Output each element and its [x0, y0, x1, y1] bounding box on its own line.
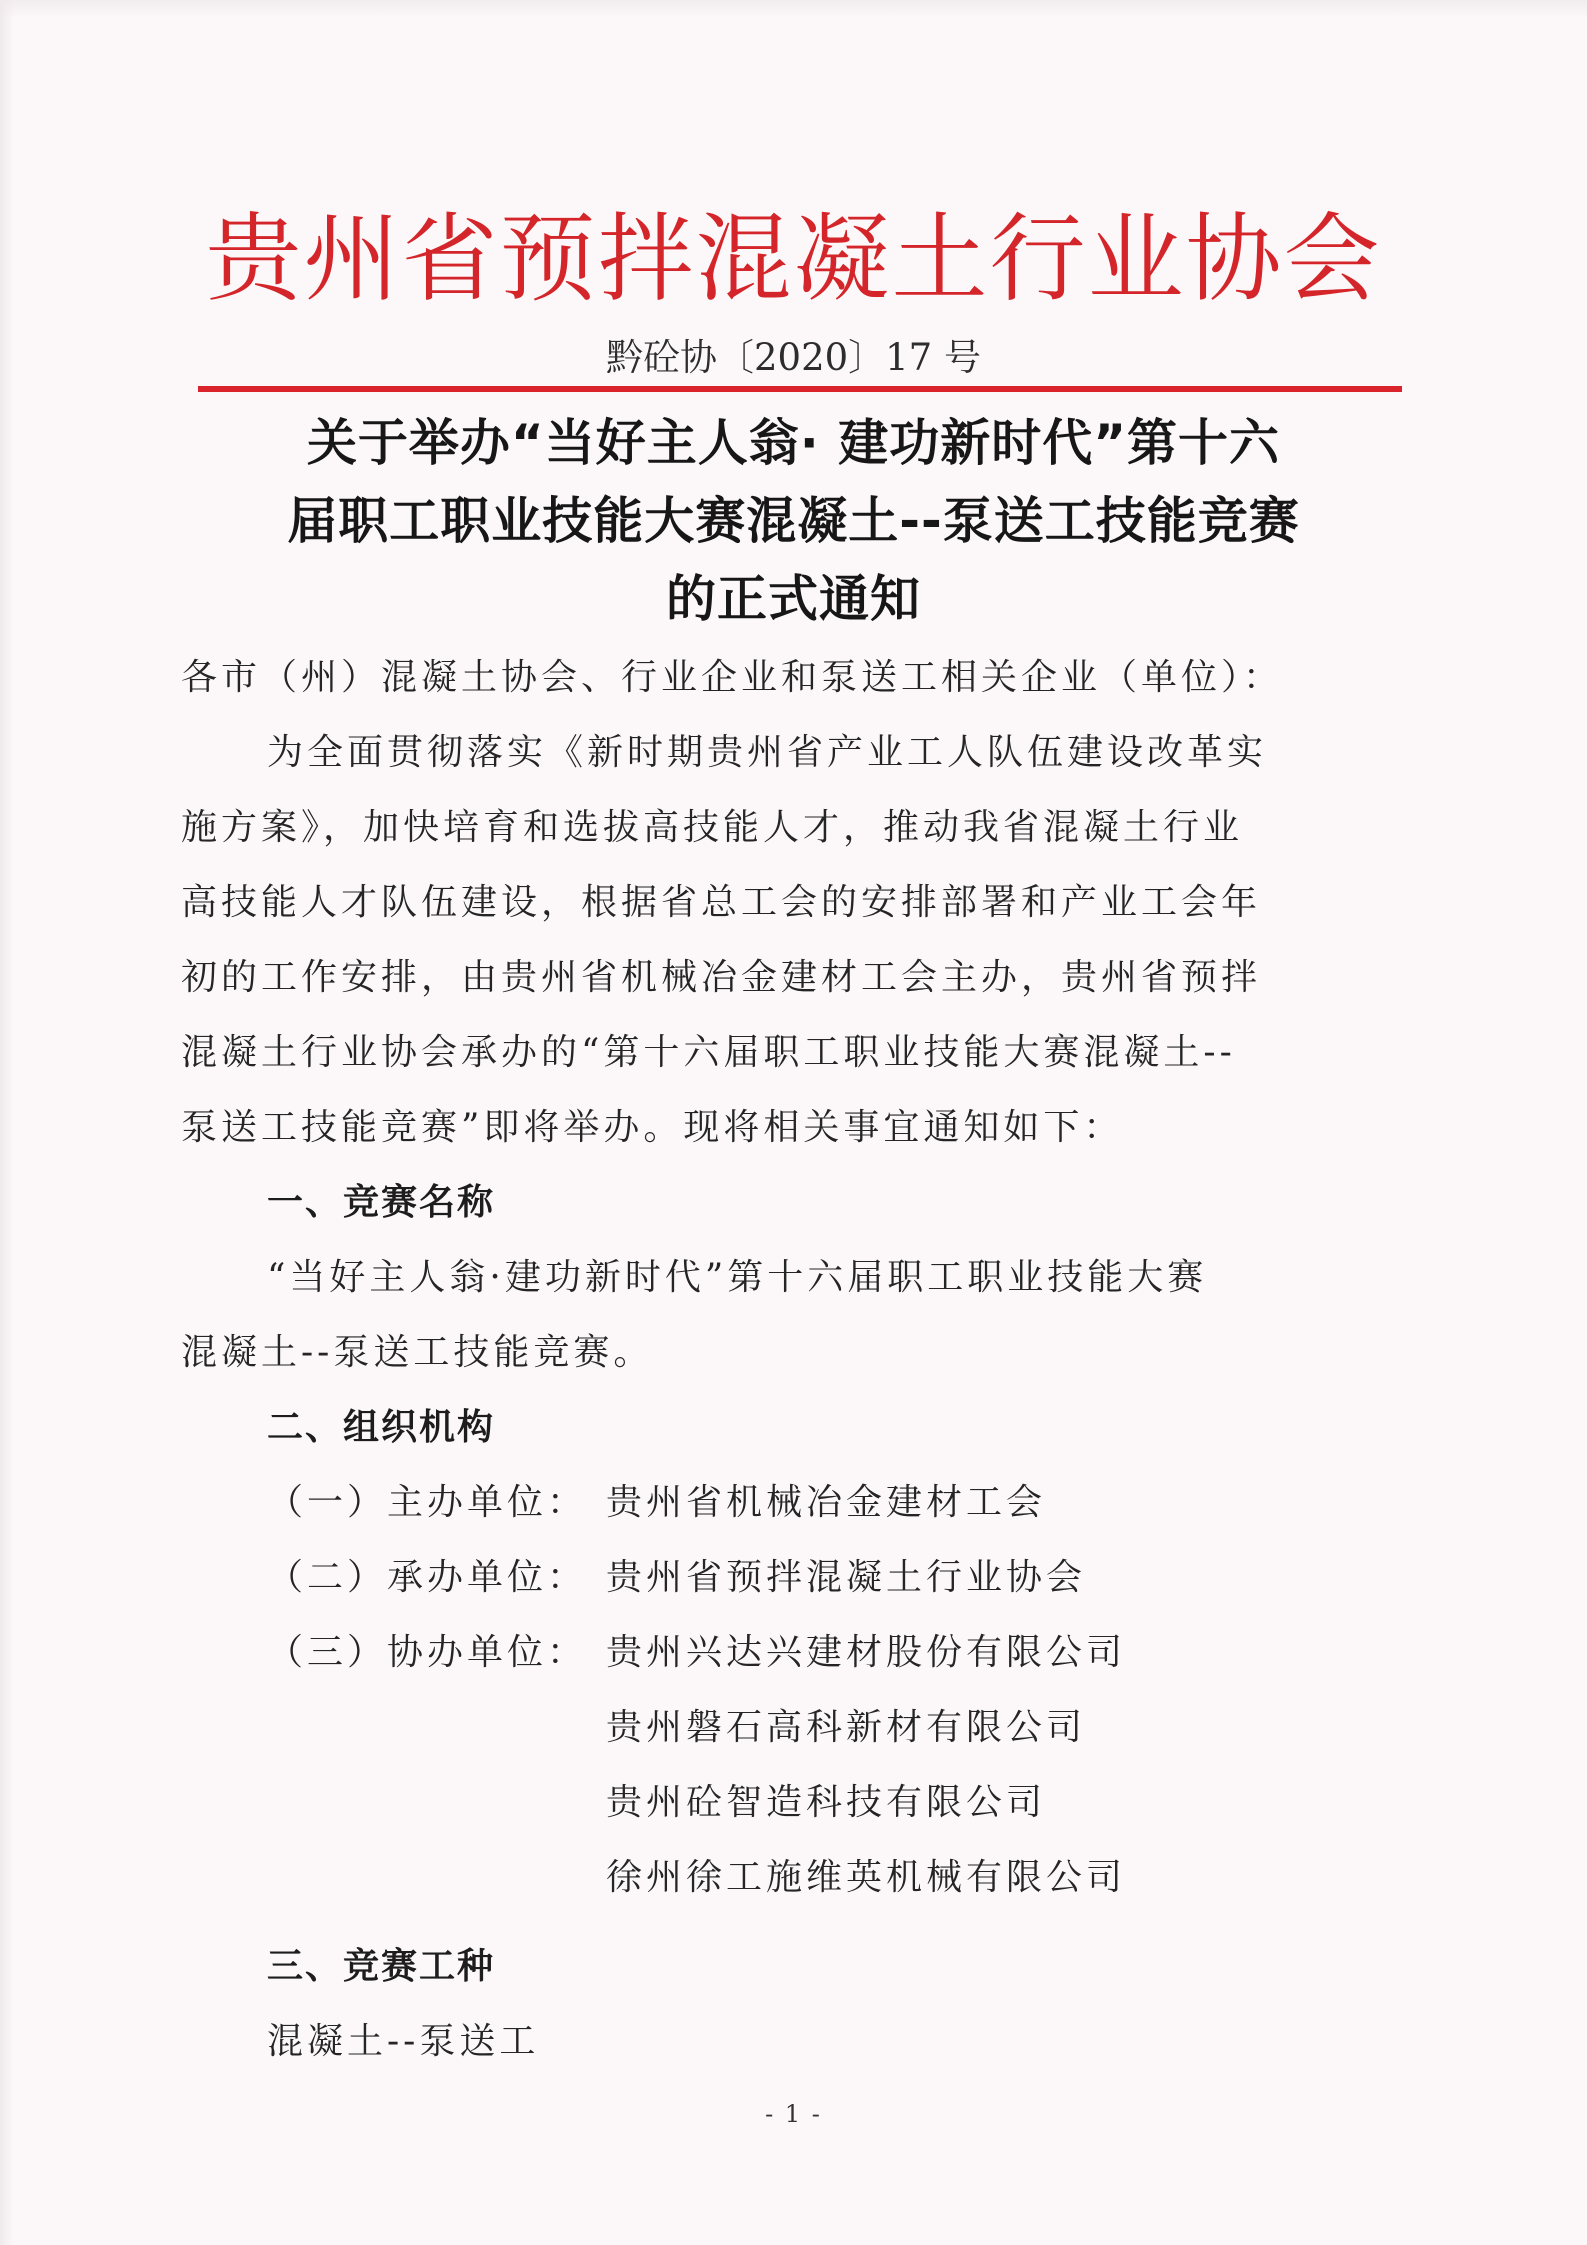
- intro-line: 泵送工技能竞赛”即将举办。现将相关事宜通知如下：: [181, 1107, 1124, 1148]
- intro-line: 高技能人才队伍建设，根据省总工会的安排部署和产业工会年: [181, 882, 1262, 923]
- salutation: 各市（州）混凝土协会、行业企业和泵送工相关企业（单位）：: [181, 657, 1284, 698]
- competition-name-line: “当好主人翁·建功新时代”第十六届职工职业技能大赛: [267, 1257, 1208, 1298]
- section-heading-organization: 二、组织机构: [267, 1407, 496, 1448]
- organizer-value: 贵州省预拌混凝土行业协会: [606, 1557, 1087, 1598]
- document-number: 黔砼协〔2020〕17 号: [605, 336, 981, 379]
- intro-line: 施方案》，加快培育和选拔高技能人才，推动我省混凝土行业: [181, 807, 1244, 848]
- organizer-row: [181, 1540, 1421, 1615]
- section-heading-competition-name: 一、竞赛名称: [267, 1182, 496, 1223]
- title-line: 的正式通知: [666, 570, 921, 628]
- co-organizer-label: （三）协办单位：: [267, 1632, 588, 1673]
- co-organizer-value: 徐州徐工施维英机械有限公司: [606, 1857, 1127, 1898]
- scan-edge-top: [0, 0, 1587, 18]
- host-row: [181, 1465, 1421, 1540]
- co-organizer-value: 贵州磐石高科新材有限公司: [606, 1707, 1087, 1748]
- notice-title: [0, 404, 1587, 638]
- organizer-label: （二）承办单位：: [267, 1557, 588, 1598]
- red-header-rule: [198, 386, 1402, 392]
- host-label: （一）主办单位：: [267, 1482, 588, 1523]
- co-organizer-row: [181, 1615, 1421, 1690]
- document-body: [181, 640, 1421, 2079]
- intro-line: 为全面贯彻落实《新时期贵州省产业工人队伍建设改革实: [267, 732, 1268, 773]
- co-organizer-value: 贵州兴达兴建材股份有限公司: [606, 1632, 1127, 1673]
- job-type-content: 混凝土--泵送工: [267, 2021, 540, 2062]
- intro-line: 初的工作安排，由贵州省机械冶金建材工会主办，贵州省预拌: [181, 957, 1262, 998]
- intro-line: 混凝土行业协会承办的“第十六届职工职业技能大赛混凝土--: [181, 1032, 1236, 1073]
- section-heading-job-type: 三、竞赛工种: [267, 1946, 496, 1987]
- host-value: 贵州省机械冶金建材工会: [606, 1482, 1047, 1523]
- agency-title: 贵州省预拌混凝土行业协会: [205, 203, 1382, 315]
- page-number: - 1 -: [765, 2100, 822, 2128]
- title-line: 关于举办“当好主人翁· 建功新时代”第十六: [306, 414, 1281, 472]
- title-line: 届职工职业技能大赛混凝土--泵送工技能竞赛: [287, 492, 1300, 550]
- co-organizer-value: 贵州砼智造科技有限公司: [606, 1782, 1047, 1823]
- competition-name-line: 混凝土--泵送工技能竞赛。: [181, 1332, 654, 1373]
